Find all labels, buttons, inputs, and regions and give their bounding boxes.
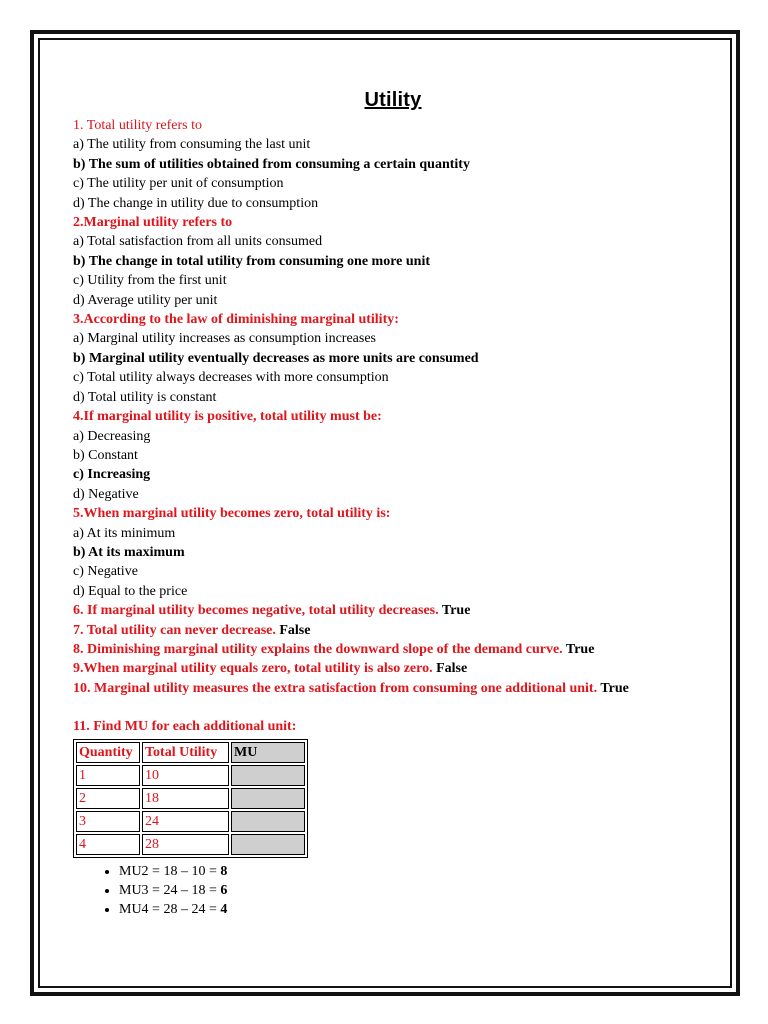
answer-text: False <box>279 622 311 638</box>
table-cell: 28 <box>142 834 229 855</box>
option: d) The change in utility due to consumption <box>73 195 319 211</box>
true-false-item <box>73 601 713 620</box>
option: a) Decreasing <box>73 428 151 444</box>
true-false-item <box>73 640 713 659</box>
table-row <box>76 834 305 855</box>
table-row <box>76 811 305 832</box>
answer-text: True <box>441 603 471 619</box>
table-cell: 2 <box>76 788 140 809</box>
statement-text: 10. Marginal utility measures the extra satisfaction from consuming one additional unit. <box>73 680 598 696</box>
question-2: 2.Marginal utility refers to <box>73 215 233 231</box>
calc-result: 8 <box>220 863 228 879</box>
option: d) Equal to the price <box>73 583 188 599</box>
option: c) Total utility always decreases with more consumption <box>73 370 389 386</box>
calc-result: 4 <box>220 902 228 918</box>
table-body <box>76 765 305 855</box>
calc-expression: MU2 = 18 – 10 = <box>119 863 221 879</box>
answer-text: True <box>600 680 629 696</box>
statement-text: 7. Total utility can never decrease. <box>73 622 276 638</box>
column-header: Quantity <box>76 742 140 763</box>
calc-expression: MU3 = 24 – 18 = <box>119 883 221 898</box>
statement-text: 8. Diminishing marginal utility explains the downward slope of the demand curve. <box>73 641 563 657</box>
mu-calculations <box>73 862 713 920</box>
mu-question: 11. Find MU for each additional unit: <box>73 719 297 735</box>
table-cell: 3 <box>76 811 140 832</box>
mu-answer-cell[interactable] <box>231 811 305 832</box>
list-item <box>119 862 713 881</box>
mu-answer-cell[interactable] <box>231 788 305 809</box>
true-false-section <box>73 601 713 698</box>
correct-option: b) At its maximum <box>73 544 185 560</box>
mu-answer-cell[interactable] <box>231 834 305 855</box>
option: c) The utility per unit of consumption <box>73 176 284 192</box>
statement-text: 9.When marginal utility equals zero, total utility is also zero. <box>73 661 433 677</box>
table-row <box>76 765 305 786</box>
true-false-item <box>73 659 713 678</box>
option: d) Average utility per unit <box>73 292 218 308</box>
question-3: 3.According to the law of diminishing marginal utility: <box>73 312 399 328</box>
calc-result: 6 <box>220 883 228 898</box>
option: d) Negative <box>73 486 139 502</box>
question-5: 5.When marginal utility becomes zero, total utility is: <box>73 506 391 522</box>
option: c) Negative <box>73 564 138 580</box>
calc-expression: MU4 = 28 – 24 = <box>119 902 221 918</box>
page-title: Utility <box>364 89 422 111</box>
mu-table <box>73 739 308 858</box>
table-header-row <box>76 742 305 763</box>
correct-option: b) Marginal utility eventually decreases as more units are consumed <box>73 350 479 366</box>
column-header: MU <box>231 742 305 763</box>
question-4: 4.If marginal utility is positive, total utility must be: <box>73 409 382 425</box>
option: b) Constant <box>73 447 138 463</box>
worksheet <box>73 86 713 920</box>
table-cell: 24 <box>142 811 229 832</box>
answer-text: True <box>565 641 595 657</box>
table-row <box>76 788 305 809</box>
correct-option: b) The change in total utility from consuming one more unit <box>73 253 431 269</box>
list-item <box>119 881 713 900</box>
question-1: 1. Total utility refers to <box>73 118 203 133</box>
option: d) Total utility is constant <box>73 389 217 405</box>
column-header: Total Utility <box>142 742 229 763</box>
answer-text: False <box>436 661 468 677</box>
true-false-item <box>73 679 713 698</box>
table-cell: 18 <box>142 788 229 809</box>
true-false-item <box>73 621 713 640</box>
mcq-section <box>73 116 713 601</box>
statement-text: 6. If marginal utility becomes negative, total utility decreases. <box>73 603 439 619</box>
option: c) Utility from the first unit <box>73 273 227 289</box>
option: a) The utility from consuming the last unit <box>73 137 311 153</box>
table-cell: 1 <box>76 765 140 786</box>
correct-option: c) Increasing <box>73 467 151 483</box>
list-item <box>119 900 713 919</box>
correct-option: b) The sum of utilities obtained from consuming a certain quantity <box>73 156 470 172</box>
table-cell: 10 <box>142 765 229 786</box>
option: a) At its minimum <box>73 525 176 541</box>
option: a) Total satisfaction from all units consumed <box>73 234 323 250</box>
spacer <box>73 698 713 717</box>
table-cell: 4 <box>76 834 140 855</box>
mu-answer-cell[interactable] <box>231 765 305 786</box>
option: a) Marginal utility increases as consumption increases <box>73 331 376 347</box>
